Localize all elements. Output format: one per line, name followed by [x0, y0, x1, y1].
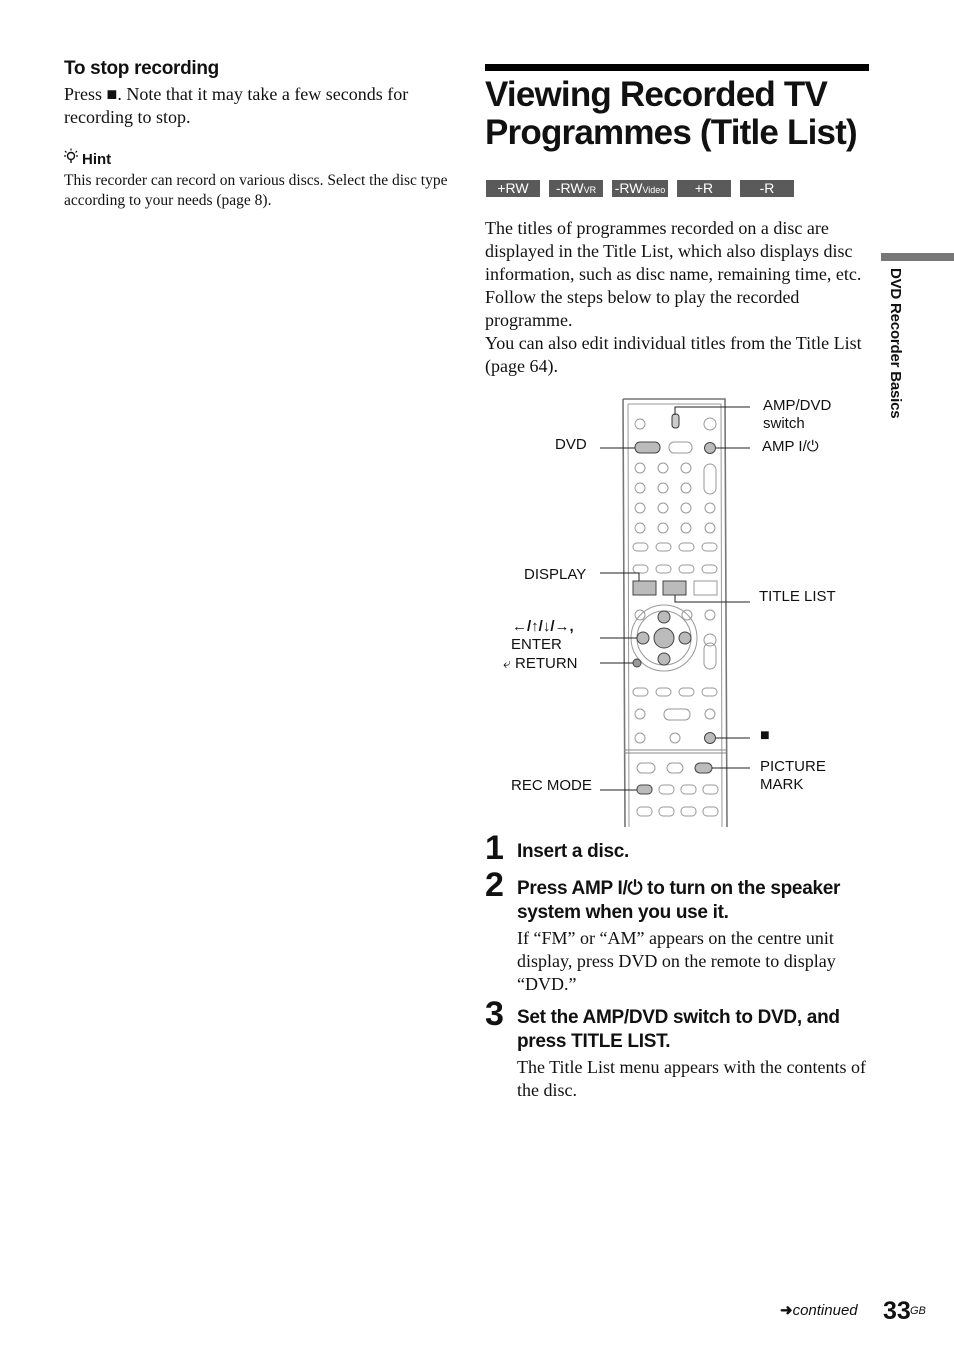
label-title-list: TITLE LIST [759, 588, 836, 605]
side-tab-label: DVD Recorder Basics [887, 268, 904, 419]
page-suffix: GB [910, 1305, 926, 1317]
hint-label: Hint [82, 151, 112, 168]
continued-note [780, 1301, 858, 1319]
intro-text [485, 217, 870, 378]
label-display: DISPLAY [524, 566, 587, 583]
page-title: Viewing Recorded TV Programmes (Title List) [485, 75, 857, 152]
label-amp-dvd-switch: AMP/DVD switch [763, 397, 832, 432]
step-heading-3: Set the AMP/DVD switch to DVD, and press TITLE LIST. [517, 1007, 840, 1052]
remote-control-illustration [595, 395, 765, 827]
label-return-text: RETURN [515, 655, 578, 672]
title-rule [485, 64, 869, 71]
step-body-3: The Title List menu appears with the contents of the disc. [517, 1057, 866, 1100]
intro-paragraph-edit: You can also edit individual titles from the Title List (page 64). [485, 333, 862, 376]
label-enter: ENTER [511, 636, 562, 653]
label-amp-power: AMP I/⏻ [762, 438, 819, 455]
disc-badge-minus-rw-video: -RWVideo [612, 180, 668, 197]
label-arrows: ←/↑/↓/→, [512, 618, 574, 635]
side-tab-bar [881, 253, 954, 261]
section-heading-stop-recording: To stop recording [64, 58, 219, 79]
label-stop: ■ [760, 727, 770, 744]
hint-text: This recorder can record on various discs. Select the disc type according to your needs (page 8). [64, 172, 448, 209]
side-tab [884, 268, 906, 458]
page-number: 33 [883, 1297, 911, 1325]
stop-recording-text: Press ■. Note that it may take a few seconds for recording to stop. [64, 84, 409, 127]
return-icon: ⤶ [503, 655, 511, 671]
step-number-3: 3 [485, 995, 504, 1033]
label-rec-mode: REC MODE [511, 777, 592, 794]
continued-label: continued [792, 1302, 858, 1319]
hint-heading [64, 148, 111, 168]
arrow-right-icon: ➜ [780, 1302, 793, 1319]
disc-badge-plus-rw: +RW [486, 180, 540, 197]
intro-paragraph: The titles of programmes recorded on a disc are displayed in the Title List, which also displays disc information, such as disc name, remaining time, etc. Follow the steps below to play the recorded programme. [485, 218, 862, 330]
lightbulb-icon [64, 148, 82, 168]
label-return [503, 654, 578, 673]
step-heading-1: Insert a disc. [517, 841, 629, 862]
step-number-1: 1 [485, 829, 504, 867]
disc-badge-minus-rw-vr: -RWVR [549, 180, 603, 197]
step-heading-2: Press AMP I/⏻ to turn on the speaker system when you use it. [517, 878, 841, 923]
label-dvd: DVD [555, 436, 587, 453]
step-number-2: 2 [485, 866, 504, 904]
step-body-2: If “FM” or “AM” appears on the centre unit display, press DVD on the remote to display “DVD.” [517, 928, 836, 994]
disc-badge-plus-r: +R [677, 180, 731, 197]
label-picture-mark: PICTURE MARK [760, 758, 826, 793]
disc-badge-minus-r: -R [740, 180, 794, 197]
